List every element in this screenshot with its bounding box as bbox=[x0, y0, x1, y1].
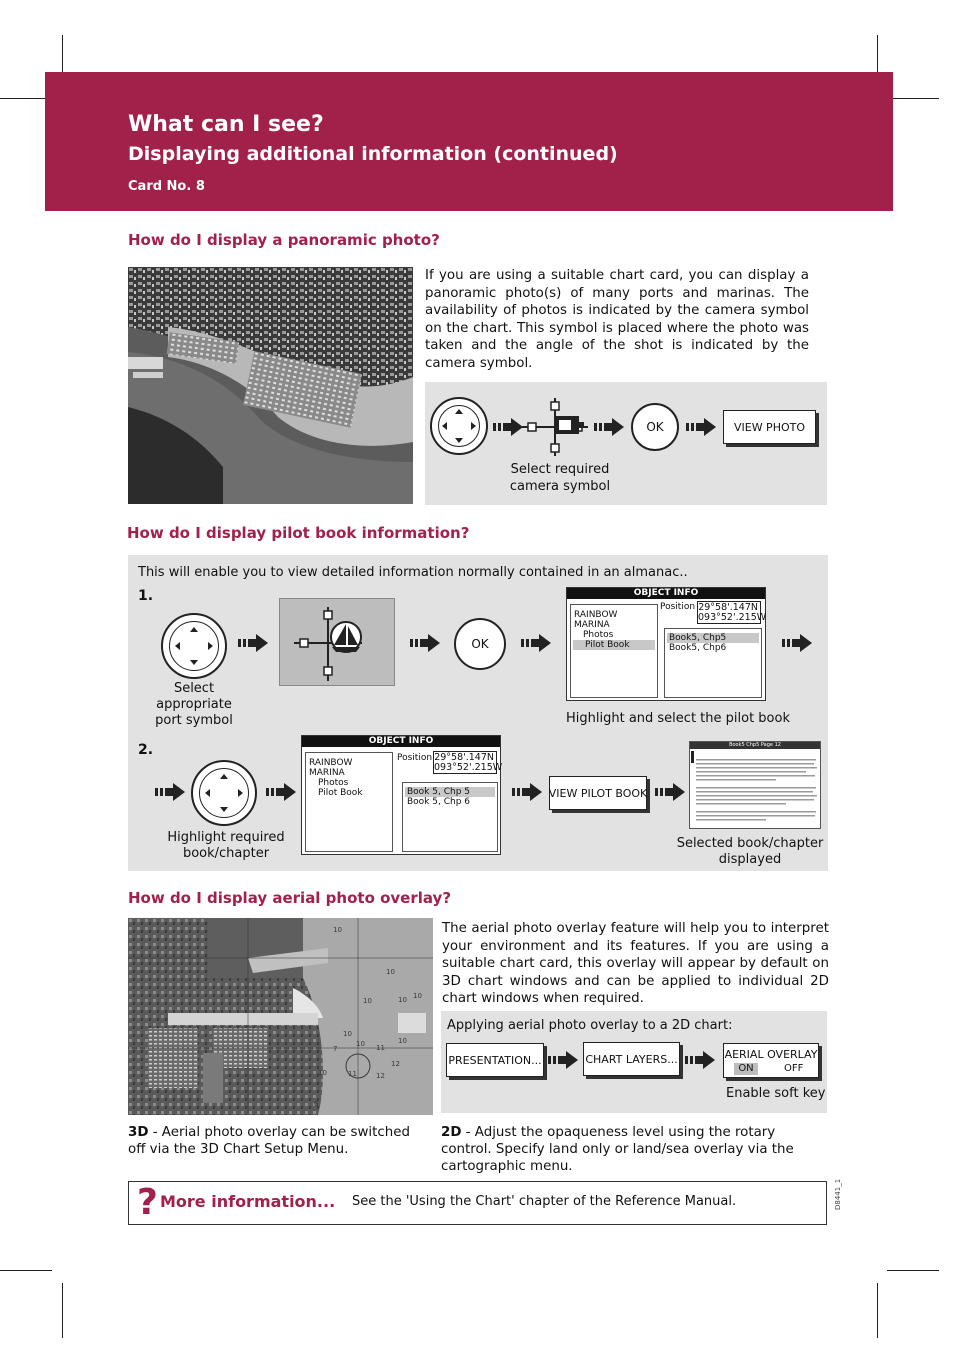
book-item[interactable]: Book5, Chp5 bbox=[667, 633, 759, 643]
aerial-2d-note bbox=[441, 1124, 827, 1175]
arrow-right-icon bbox=[594, 418, 626, 436]
crop-mark bbox=[62, 1283, 63, 1338]
panoramic-heading: How do I display a panoramic photo? bbox=[128, 231, 440, 249]
view-photo-softkey[interactable]: VIEW PHOTO bbox=[723, 410, 816, 444]
object-info-screen bbox=[566, 587, 766, 701]
book-item[interactable]: Book5, Chp6 bbox=[669, 643, 727, 653]
ok-button[interactable]: OK bbox=[631, 403, 679, 451]
latitude-value: 29°58'.147N bbox=[434, 752, 494, 763]
highlight-chapter-caption: Highlight required book/chapter bbox=[167, 830, 285, 861]
svg-text:11: 11 bbox=[348, 1070, 357, 1078]
svg-text:10: 10 bbox=[386, 968, 395, 976]
object-name: RAINBOW MARINA bbox=[309, 758, 353, 778]
aerial-3d-note bbox=[128, 1124, 428, 1158]
svg-text:10: 10 bbox=[343, 1030, 352, 1038]
more-information-label: More information... bbox=[160, 1192, 336, 1211]
arrow-right-icon bbox=[266, 783, 298, 801]
page-subtitle: Displaying additional information (continued) bbox=[128, 143, 618, 165]
svg-text:12: 12 bbox=[376, 1072, 385, 1080]
pilot-book-page bbox=[689, 741, 821, 829]
enable-soft-key-label: Enable soft key bbox=[726, 1086, 826, 1101]
rotary-knob[interactable] bbox=[161, 613, 227, 679]
note-2d-label: 2D bbox=[441, 1125, 462, 1140]
rotary-knob[interactable] bbox=[191, 760, 257, 826]
toggle-on-option[interactable]: ON bbox=[734, 1063, 758, 1075]
step-1-label: 1. bbox=[138, 588, 154, 604]
latitude-value: 29°58'.147N bbox=[698, 602, 758, 613]
chart-layers-softkey[interactable]: CHART LAYERS... bbox=[583, 1042, 680, 1076]
applying-label: Applying aerial photo overlay to a 2D chart: bbox=[447, 1018, 733, 1033]
ok-button[interactable]: OK bbox=[454, 618, 506, 670]
rotary-knob[interactable] bbox=[430, 397, 488, 455]
note-2d-text: - Adjust the opaqueness level using the rotary control. Specify land only or land/sea overlay via the cartographic menu. bbox=[441, 1125, 794, 1174]
svg-text:7: 7 bbox=[333, 1045, 338, 1053]
view-pilot-book-softkey[interactable]: VIEW PILOT BOOK bbox=[549, 776, 647, 810]
toggle-off-option[interactable]: OFF bbox=[784, 1063, 804, 1074]
presentation-softkey[interactable]: PRESENTATION... bbox=[446, 1043, 544, 1077]
book-item[interactable]: Book 5, Chp 6 bbox=[407, 797, 470, 807]
svg-text:11: 11 bbox=[376, 1044, 385, 1052]
svg-text:10: 10 bbox=[398, 1037, 407, 1045]
arrow-right-icon bbox=[685, 1051, 717, 1069]
crop-mark bbox=[0, 1270, 52, 1271]
card-number: Card No. 8 bbox=[128, 179, 205, 194]
screen-title: OBJECT INFO bbox=[302, 736, 500, 747]
note-3d-text: - Aerial photo overlay can be switched off via the 3D Chart Setup Menu. bbox=[128, 1125, 410, 1157]
menu-item-pilot-book[interactable]: Pilot Book bbox=[318, 788, 363, 798]
note-3d-label: 3D bbox=[128, 1125, 149, 1140]
aerial-heading: How do I display aerial photo overlay? bbox=[128, 889, 452, 907]
crop-mark bbox=[887, 98, 939, 99]
pilot-page-title: Book5 Chp5 Page 12 bbox=[690, 742, 820, 749]
svg-text:10: 10 bbox=[333, 926, 342, 934]
arrow-right-icon bbox=[655, 783, 687, 801]
camera-symbol-caption: Select required camera symbol bbox=[509, 462, 611, 494]
header-banner bbox=[45, 72, 893, 211]
arrow-right-icon bbox=[155, 783, 187, 801]
object-info-screen bbox=[301, 735, 501, 855]
svg-text:12: 12 bbox=[391, 1060, 400, 1068]
aerial-overlay-label: AERIAL OVERLAY bbox=[724, 1048, 818, 1061]
svg-text:10: 10 bbox=[318, 1069, 327, 1077]
position-label: Position bbox=[660, 602, 696, 612]
object-list-pane bbox=[570, 604, 658, 698]
camera-symbol-icon bbox=[522, 398, 588, 456]
svg-text:10: 10 bbox=[413, 992, 422, 1000]
crop-mark bbox=[877, 1283, 878, 1338]
position-label: Position bbox=[397, 753, 433, 763]
more-information-text: See the 'Using the Chart' chapter of the Reference Manual. bbox=[352, 1194, 737, 1209]
svg-text:10: 10 bbox=[356, 1040, 365, 1048]
panoramic-photo bbox=[128, 267, 413, 504]
arrow-right-icon bbox=[238, 634, 270, 652]
screen-title: OBJECT INFO bbox=[567, 588, 765, 599]
arrow-right-icon bbox=[521, 634, 553, 652]
question-mark-icon: ? bbox=[137, 1182, 158, 1223]
svg-text:6: 6 bbox=[314, 1100, 319, 1108]
aerial-overlay-photo bbox=[128, 918, 433, 1115]
book-item[interactable]: Book 5, Chp 5 bbox=[405, 787, 495, 797]
aerial-text: The aerial photo overlay feature will help you to interpret your environment and its features. If you are using a suitable chart card, this overlay will appear by default on 3D chart windows and can be applied to individual 2D chart windows when required. bbox=[442, 921, 829, 1007]
object-name: RAINBOW MARINA bbox=[574, 610, 618, 630]
panoramic-text: If you are using a suitable chart card, you can display a panoramic photo(s) of many ports and marinas. The availability of photos is indicated by the camera symbol on the chart. This symbol is placed where the photo was taken and the angle of the shot is indicated by the camera symbol. bbox=[425, 268, 809, 371]
arrow-right-icon bbox=[686, 418, 718, 436]
pilot-intro: This will enable you to view detailed information normally contained in an almanac.. bbox=[138, 565, 688, 580]
port-symbol-caption: Select appropriate port symbol bbox=[155, 681, 233, 728]
svg-text:10: 10 bbox=[398, 996, 407, 1004]
svg-text:10: 10 bbox=[363, 997, 372, 1005]
more-information-box bbox=[128, 1181, 827, 1225]
longitude-value: 093°52'.215W bbox=[698, 612, 767, 623]
aerial-overlay-softkey[interactable] bbox=[723, 1043, 819, 1078]
arrow-right-icon bbox=[493, 418, 525, 436]
port-symbol-chart bbox=[279, 598, 395, 686]
longitude-value: 093°52'.215W bbox=[434, 762, 503, 773]
document-code: D8441_1 bbox=[834, 1178, 842, 1210]
menu-item-photos[interactable]: Photos bbox=[318, 778, 349, 788]
book-list-pane bbox=[664, 628, 762, 698]
pilot-heading: How do I display pilot book information? bbox=[127, 524, 470, 542]
crop-mark bbox=[887, 1270, 939, 1271]
object-list-pane bbox=[305, 752, 393, 852]
menu-item-photos[interactable]: Photos bbox=[583, 630, 614, 640]
displayed-caption: Selected book/chapter displayed bbox=[676, 836, 824, 867]
highlight-pilot-caption: Highlight and select the pilot book bbox=[566, 711, 790, 726]
arrow-right-icon bbox=[782, 634, 814, 652]
pilot-page-text-lines bbox=[690, 749, 820, 829]
arrow-right-icon bbox=[548, 1051, 580, 1069]
menu-item-pilot-book[interactable]: Pilot Book bbox=[573, 640, 655, 650]
step-2-label: 2. bbox=[138, 742, 154, 758]
book-list-pane bbox=[402, 782, 498, 852]
page-title: What can I see? bbox=[128, 112, 324, 137]
arrow-right-icon bbox=[512, 783, 544, 801]
arrow-right-icon bbox=[410, 634, 442, 652]
